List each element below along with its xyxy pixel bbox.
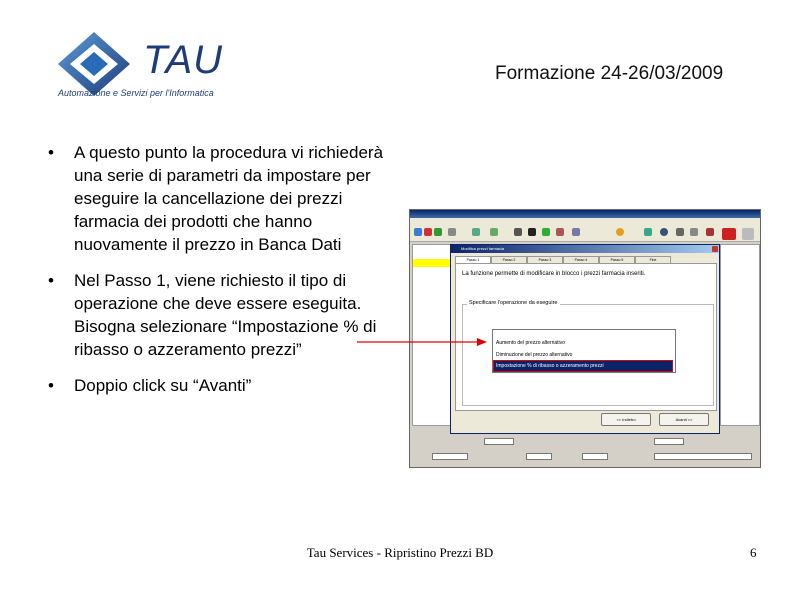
toolbar-icon <box>644 228 652 236</box>
app-titlebar <box>410 210 760 218</box>
right-panel <box>720 244 760 426</box>
tab-passo-2[interactable]: Passo 2 <box>491 256 527 264</box>
toolbar-icon <box>424 228 432 236</box>
toolbar-icon <box>660 228 668 236</box>
logo-name: TAU <box>143 38 224 82</box>
app-bottom-fields <box>410 434 760 467</box>
back-button[interactable]: << Indietro <box>601 413 651 426</box>
next-button[interactable]: Avanti >> <box>659 413 709 426</box>
bullet-text: Doppio click su “Avanti” <box>74 376 252 395</box>
bullet-item: • A questo punto la procedura vi richiederà una serie di parametri da impostare per eseguire la cancellazione dei prezzi farmacia dei prodotti che hanno nuovamente il prezzo in Banca Dati <box>48 143 384 254</box>
option-impostazione-selected[interactable]: Impostazione % di ribasso o azzeramento prezzi <box>494 361 672 371</box>
toolbar-icon <box>572 228 580 236</box>
tab-passo-3[interactable]: Passo 3 <box>527 256 563 264</box>
bullet-item: • Nel Passo 1, viene richiesto il tipo di operazione che deve essere eseguita. Bisogna selezionare “Impostazione % di ribasso o azzeramento prezzi” <box>48 271 377 359</box>
toolbar-icon <box>514 228 522 236</box>
dialog-description: La funzione permette di modificare in blocco i prezzi farmacia inseriti. <box>462 271 646 277</box>
toolbar-icon <box>490 228 498 236</box>
bullet-text: A questo punto la procedura vi richiederà una serie di parametri da impostare per eseguire la cancellazione dei prezzi farmacia dei prodotti che hanno nuovamente il prezzo in Banca Dati <box>74 143 384 254</box>
bullet-text: Nel Passo 1, viene richiesto il tipo di operazione che deve essere eseguita. Bisogna selezionare “Impostazione % di ribasso o azzeramento prezzi” <box>74 271 377 359</box>
tab-passo-5[interactable]: Passo 5 <box>599 256 635 264</box>
toolbar-icon <box>434 228 442 236</box>
toolbar-icon <box>676 228 684 236</box>
app-menubar <box>410 218 760 225</box>
toolbar-icon <box>448 228 456 236</box>
dialog-title: Modifica prezzi farmacia <box>451 245 719 253</box>
footer-text: Tau Services - Ripristino Prezzi BD <box>306 545 494 560</box>
dialog-panel <box>455 263 717 411</box>
bullet-item: • Doppio click su “Avanti” <box>48 376 252 395</box>
modify-prices-dialog <box>450 244 720 434</box>
option-diminuzione[interactable]: Diminuzione del prezzo alternativo <box>496 352 573 358</box>
operation-group-label: Specificare l'operazione da eseguire <box>469 300 558 306</box>
toolbar-icon <box>414 228 422 236</box>
toolbar-icon <box>542 228 550 236</box>
close-icon[interactable] <box>712 246 718 252</box>
logo-subtitle: Automazione e Servizi per l'Informatica <box>58 88 214 98</box>
toolbar-icon <box>472 228 480 236</box>
value-field[interactable] <box>582 453 608 460</box>
tab-fine[interactable]: Fine <box>635 256 671 264</box>
toolbar-icon <box>616 228 624 236</box>
price-field[interactable] <box>654 438 684 445</box>
toolbar-icon <box>528 228 536 236</box>
toolbar-icon <box>742 228 754 240</box>
last-modified-field <box>654 453 752 460</box>
red-arrow-icon <box>357 332 487 352</box>
tab-passo-1[interactable]: Passo 1 <box>455 256 491 264</box>
bullet-list <box>44 141 399 410</box>
toolbar-icon <box>690 228 698 236</box>
app-toolbar <box>410 225 760 242</box>
option-aumento[interactable]: Aumento del prezzo alternativo <box>496 340 565 346</box>
slide-header-title: Formazione 24-26/03/2009 <box>495 63 724 84</box>
value-field[interactable] <box>526 453 552 460</box>
toolbar-icon <box>556 228 564 236</box>
page-number: 6 <box>750 545 757 560</box>
highlight-row <box>413 259 455 267</box>
tab-passo-4[interactable]: Passo 4 <box>563 256 599 264</box>
code-field[interactable] <box>432 453 468 460</box>
toolbar-icon <box>706 228 714 236</box>
toolbar-icon <box>722 228 736 240</box>
price-field[interactable] <box>484 438 514 445</box>
